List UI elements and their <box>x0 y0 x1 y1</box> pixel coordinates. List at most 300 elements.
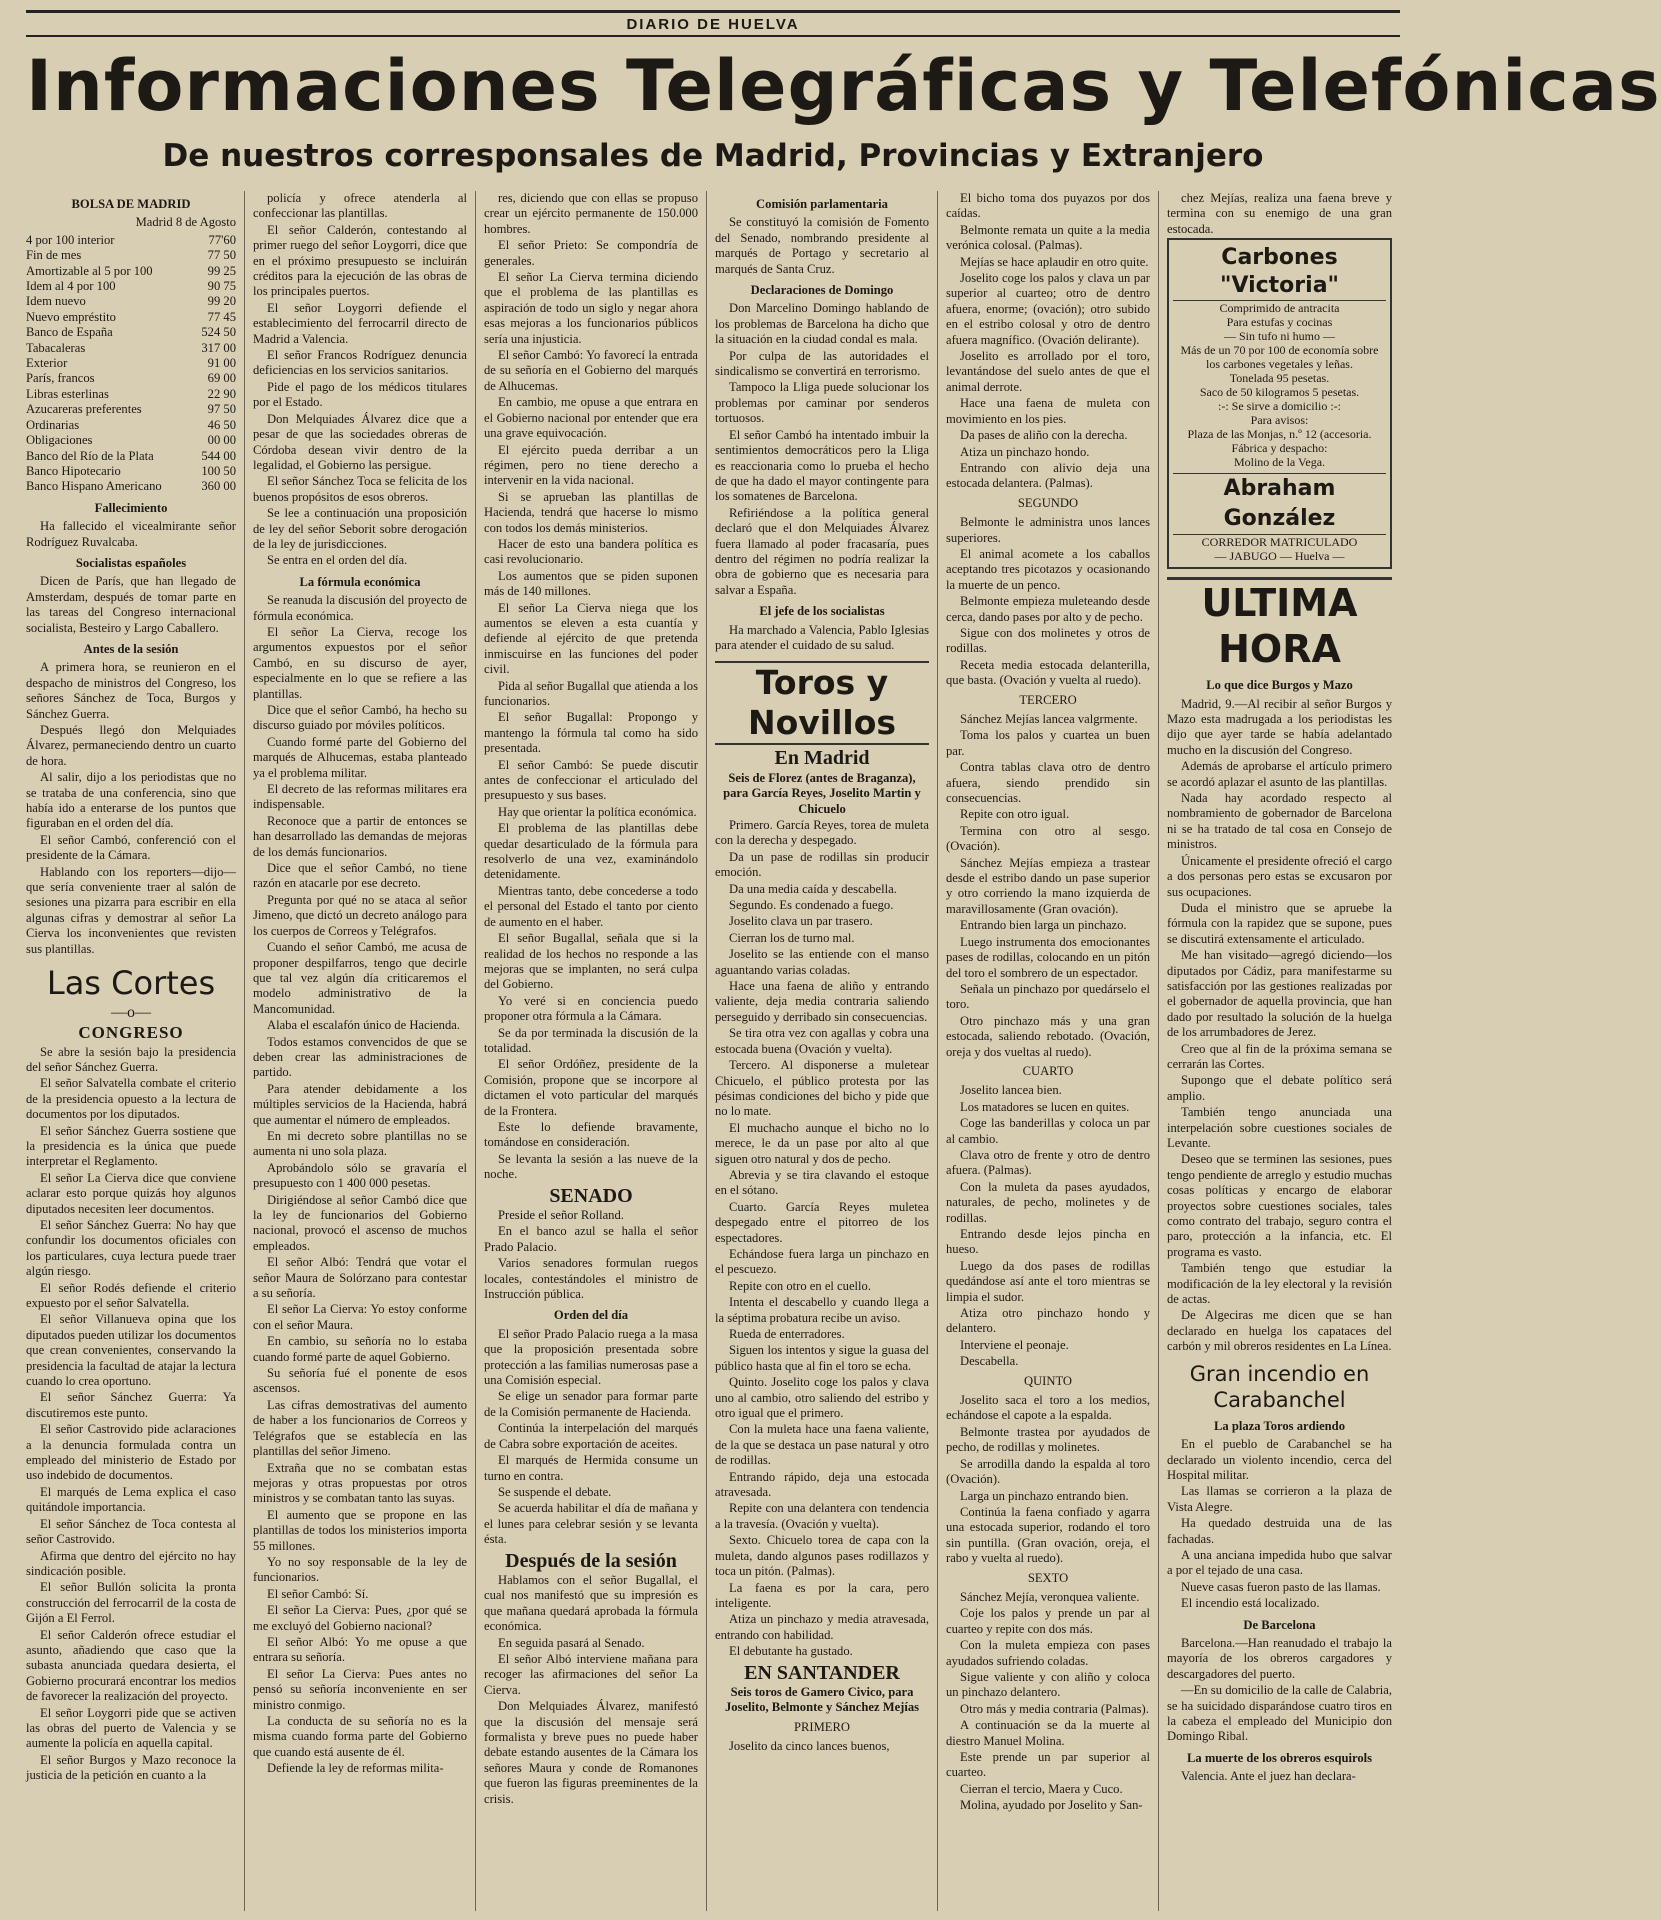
paragraph: El animal acomete a los caballos aceptando tres picotazos y ocasionando la muerte de un penco. <box>946 546 1150 592</box>
paragraph: Da pases de aliño con la derecha. <box>960 428 1128 443</box>
paragraph: Me han visitado—agregó diciendo—los diputados por Cádiz, para manifestarme su satisfacción por las gestiones realizadas por el gobernador de aquella provincia, que han dado por resultado la solución de la huelga de los arrumbadores de Jerez. <box>1167 948 1392 1040</box>
paragraph: A una anciana impedida hubo que salvar a por el tejado de una casa. <box>1167 1547 1392 1578</box>
paragraph: El señor Sánchez Guerra: No hay que confundir los documentos oficiales con los particulares, cuya lectura puede traer algún riesgo. <box>26 1217 236 1279</box>
quote-name: 4 por 100 interior <box>26 232 115 247</box>
paragraph: Pregunta por qué no se ataca al señor Jimeno, que dictó un decreto análogo para los cuerpos de Correos y Telégrafos. <box>253 892 467 938</box>
paragraph: Aprobándolo sólo se gravaría el presupuesto con 1 400 000 pesetas. <box>253 1160 467 1191</box>
fallecimiento-head: Fallecimiento <box>94 500 168 515</box>
paragraph: Cuarto. García Reyes muletea despegado entre el pitorreo de los espectadores. <box>715 1199 929 1245</box>
paragraph: Después llegó don Melquiades Álvarez, permaneciendo dentro un cuarto de hora. <box>26 723 236 768</box>
paragraph: Contra tablas clava otro de dentro afuera, siendo prendido sin consecuencias. <box>946 760 1150 806</box>
plaza-head: La plaza Toros ardiendo <box>1214 1418 1345 1433</box>
paragraph: El señor Calderón, contestando al primer ruego del señor Loygorri, dice que en el próximo presupuesto se incluirán créditos para la ejecución de las obras de los principales puertos. <box>253 222 467 299</box>
paragraph: Afirma que dentro del ejército no hay sindicación posible. <box>26 1548 236 1578</box>
ad-role: CORREDOR MATRICULADO <box>1201 535 1358 550</box>
paragraph: Joselito coge los palos y clava un par superior al cuarteo; otro de dentro afuera, enorme; (ovación); otro subido en el estribo colosal y otro de dentro afuera magnífico. (Ovación delirante). <box>946 271 1150 347</box>
paragraph: El señor Loygorri defiende el establecimiento del ferrocarril directo de Madrid a Valencia. <box>253 300 467 346</box>
col2-paragraphs-1 <box>253 191 467 569</box>
fallecimiento-text: Ha fallecido el vicealmirante señor Rodríguez Ruvalcaba. <box>26 519 236 549</box>
paragraph: El señor Sánchez Guerra sostiene que la presidencia es la única que puede interpretar el Reglamento. <box>26 1123 236 1169</box>
ad-place: — JABUGO — Huelva — <box>1214 549 1345 564</box>
madrid-paragraphs <box>715 818 929 1660</box>
paragraph: Entrando bien larga un pinchazo. <box>960 918 1127 933</box>
ad-line: :-: Se sirve a domicilio :-: <box>1218 399 1341 414</box>
paragraph: Larga un pinchazo entrando bien. <box>960 1488 1129 1503</box>
paragraph: Al salir, dijo a los periodistas que no se trataba de una conferencia, sino que había ido a enterarse de los puntos que figuraban en el orden del día. <box>26 770 236 831</box>
paragraph: Yo no soy responsable de la ley de funcionarios. <box>253 1554 467 1585</box>
paragraph: Sigue con dos molinetes y otros de rodillas. <box>946 625 1150 656</box>
socialistas-text: Dicen de París, que han llegado de Amsterdam, después de tomar parte en las tareas del Congreso internacional socialista, Besteiro y Largo Caballero. <box>26 574 236 635</box>
subheadline: De nuestros corresponsales de Madrid, Provincias y Extranjero <box>162 138 1264 174</box>
ultima-hora-head: ULTIMA HORA <box>1167 577 1392 672</box>
paragraph: Sigue valiente y con aliño y coloca un pinchazo delantero. <box>946 1669 1150 1700</box>
quote-row <box>26 248 236 263</box>
paragraph: Mejías se hace aplaudir en otro quite. <box>960 254 1149 269</box>
quote-row <box>26 341 236 356</box>
paragraph: Atiza un pinchazo y media atravesada, entrando con habilidad. <box>715 1612 929 1642</box>
paragraph: Las cifras demostrativas del aumento de haber a los funcionarios de Correos y Telégrafos que se establecía en las plantillas del señor Jimeno. <box>253 1397 467 1459</box>
paragraph: Atiza otro pinchazo hondo y delantero. <box>946 1306 1150 1336</box>
paragraph: El señor Cambó: Sí. <box>267 1586 369 1601</box>
quote-row <box>26 371 236 386</box>
paragraph: Pida al señor Bugallal que atienda a los funcionarios. <box>484 678 698 708</box>
paragraph: Atiza un pinchazo hondo. <box>960 444 1090 459</box>
jefe-head: El jefe de los socialistas <box>759 604 885 619</box>
paragraph: Su señoría fué el ponente de esos ascensos. <box>253 1366 467 1396</box>
paragraph: Varios senadores formulan ruegos locales, contestándoles el ministro de Instrucción pública. <box>484 1256 698 1302</box>
paragraph: Se abre la sesión bajo la presidencia del señor Sánchez Guerra. <box>26 1044 236 1074</box>
quote-row <box>26 464 236 479</box>
paragraph: Si se aprueban las plantillas de Hacienda, tendrá que hacerse lo mismo con todos los demás ministerios. <box>484 489 698 535</box>
column-5 <box>937 191 1158 1911</box>
paragraph: Barcelona.—Han reanudado el trabajo la mayoría de los obreros cargadores y descargadores del puerto. <box>1167 1635 1392 1681</box>
paragraph: Quinto. Joselito coge los palos y clava uno al cambio, otro saliendo del estribo y otro igual que el primero. <box>715 1375 929 1421</box>
paragraph: Belmonte le administra unos lances superiores. <box>946 515 1150 545</box>
paragraph: El señor Sánchez de Toca contesta al señor Castrovido. <box>26 1516 236 1547</box>
burgos-head: Lo que dice Burgos y Mazo <box>1206 678 1353 693</box>
paragraph: Entrando rápido, deja una estocada atravesada. <box>715 1469 929 1500</box>
paragraph: A primera hora, se reunieron en el despacho de ministros del Congreso, los señores Sánchez de Toca, Burgos y Sánchez Guerra. <box>26 660 236 721</box>
toros-head: Toros y Novillos <box>715 661 929 745</box>
paragraph: Además de aprobarse el artículo primero se acordó aplazar el asunto de las plantillas. <box>1167 759 1392 789</box>
paragraph: Continúa la faena confiado y agarra una estocada superior, rodando el toro sin puntilla. (Gran ovación, oreja, el rabo y vuelta al ruedo). <box>946 1504 1150 1566</box>
paragraph: Tercero. Al disponerse a muletear Chicuelo, el público protesta por las pésimas condiciones del bicho y pide que no lo mate. <box>715 1058 929 1119</box>
paragraph: En seguida pasará al Senado. <box>498 1635 645 1650</box>
paragraph: Se acuerda habilitar el día de mañana y el lunes para celebrar sesión y se levanta ésta. <box>484 1501 698 1547</box>
quote-value: 544 00 <box>201 448 236 463</box>
ad-line: — Sin tufo ni humo — <box>1223 329 1335 344</box>
paragraph: Joselito lancea bien. <box>960 1083 1062 1098</box>
paragraph: El señor Cambó: Se puede discutir antes de confeccionar el articulado del presupuesto y sus bases. <box>484 757 698 803</box>
paragraph: En cambio, me opuse a que entrara en el Gobierno nacional por entender que era una grave equivocación. <box>484 395 698 441</box>
ad-lines <box>1173 301 1386 469</box>
paragraph: Extraña que no se combatan estas mejoras y otras propuestas por otros ministros y se combatan tanto las suyas. <box>253 1460 467 1506</box>
quote-row <box>26 433 236 448</box>
masthead-rule <box>26 35 1400 37</box>
ad-title: Carbones "Victoria" <box>1173 244 1386 301</box>
paragraph: Mientras tanto, debe concederse a todo el personal del Estado el tanto por ciento de aumento en el haber. <box>484 883 698 929</box>
paragraph: Joselito es arrollado por el toro, levantándose del suelo antes de que el animal derrote. <box>946 349 1150 394</box>
paragraph: Cuando formé parte del Gobierno del marqués de Alhucemas, estaba planteado ya el problema militar. <box>253 734 467 780</box>
quote-name: Azucareras preferentes <box>26 402 142 417</box>
ad-line: Comprimido de antracita <box>1219 301 1340 316</box>
paragraph: El marqués de Lema explica el caso quitándole importancia. <box>26 1484 236 1515</box>
segundo-paragraphs <box>946 515 1150 688</box>
paragraph: Hablando con los reporters—dijo—que sería conveniente traer al salón de sesiones una pizarra para escribir en ella algunas cifras y demostrar al señor La Cierva los inconvenientes que revisten sus plantillas. <box>26 864 236 956</box>
paragraph: También tengo anunciada una interpelación sobre cuestiones sociales de Levante. <box>1167 1105 1392 1150</box>
ad-line: Para estufas y cocinas <box>1226 315 1333 330</box>
column-3 <box>475 191 706 1911</box>
quote-value: 77'60 <box>208 232 236 247</box>
paragraph: Únicamente el presidente ofreció el cargo a dos personas pero estas se excusaron por sus ocupaciones. <box>1167 853 1392 899</box>
paragraph: Segundo. Es condenado a fuego. <box>729 898 894 913</box>
paragraph: Ha quedado destruida una de las fachadas. <box>1167 1516 1392 1546</box>
paragraph: El señor Prado Palacio ruega a la masa que la proposición presentada sobre protección a las familias numerosas pase a una Comisión especial. <box>484 1326 699 1388</box>
paragraph: Joselito clava un par trasero. <box>729 914 873 929</box>
quote-name: Nuevo empréstito <box>26 309 116 324</box>
quote-value: 100 50 <box>201 463 236 478</box>
paragraph: El señor Prieto: Se compondría de generales. <box>484 238 698 268</box>
paragraph: Por culpa de las autoridades el sindicalismo se convertirá en terrorismo. <box>715 348 929 379</box>
madrid-head: En Madrid <box>774 747 870 770</box>
paragraph: Se lee a continuación una proposición de ley del señor Seborit sobre derogación de la ley de jurisdicciones. <box>253 506 467 551</box>
paragraph: Se reanuda la discusión del proyecto de fórmula económica. <box>253 593 467 623</box>
paragraph: El decreto de las reformas militares era indispensable. <box>253 782 467 812</box>
congreso-paragraphs <box>26 1045 236 1784</box>
paragraph: Receta media estocada delanterilla, que basta. (Ovación y vuelta al ruedo). <box>946 657 1150 688</box>
paragraph: Madrid, 9.—Al recibir al señor Burgos y Mazo esta madrugada a los periodistas les dijo que ayer tarde se había adelantado mucho en la discusión del Congreso. <box>1167 696 1392 757</box>
paragraph: Con la muleta empieza con pases ayudados sufriendo coladas. <box>946 1638 1150 1668</box>
ornament: —o— <box>111 1004 151 1022</box>
santander-head: EN SANTANDER <box>744 1661 900 1684</box>
jefe-text: Ha marchado a Valencia, Pablo Iglesias para atender el cuidado de su salud. <box>715 622 929 652</box>
paragraph: Nueve casas fueron pasto de las llamas. <box>1181 1579 1381 1594</box>
formula-head: La fórmula económica <box>299 574 421 589</box>
paragraph: Otro pinchazo más y una gran estocada, saliendo rebotado. (Ovación, oreja y dos vueltas al ruedo). <box>946 1013 1150 1059</box>
paragraph: Todos estamos convencidos de que se deben crear las administraciones de partido. <box>253 1034 467 1080</box>
paragraph: Termina con otro al sesgo. (Ovación). <box>946 823 1150 854</box>
ad-name: Abraham González <box>1173 473 1386 535</box>
column-6 <box>1158 191 1400 1911</box>
cortes-head: Las Cortes <box>46 964 216 1003</box>
quote-name: Banco del Río de la Plata <box>26 448 154 463</box>
paragraph: Don Melquiades Álvarez dice que a pesar de que las sociedades obreras de Córdoba desean vivir dentro de la legalidad, el Gobierno las persigue. <box>253 411 467 472</box>
quote-name: Amortizable al 5 por 100 <box>26 263 153 278</box>
cuarto-head: CUARTO <box>1022 1063 1074 1078</box>
paragraph: Coje los palos y prende un par al cuarteo y repite con dos más. <box>946 1606 1150 1636</box>
paragraph: En mi decreto sobre plantillas no se aumenta ni uno sola plaza. <box>253 1128 467 1159</box>
paragraph: Cuando el señor Cambó, me acusa de proponer despilfarros, tengo que decirle que tal vez algún día criticaremos el modelo administrativo de la Mancomunidad. <box>253 940 467 1016</box>
quote-name: Banco Hispano Americano <box>26 479 162 494</box>
column-1 <box>26 191 244 1911</box>
quote-value: 90 75 <box>207 279 236 294</box>
quote-value: 77 45 <box>207 309 236 324</box>
paragraph: El señor La Cierva: Pues antes no pensó su señoría inconveniente en ser ministro conmigo. <box>253 1666 467 1712</box>
paragraph: Sánchez Mejía, veronquea valiente. <box>960 1589 1140 1604</box>
quote-value: 97 50 <box>207 402 236 417</box>
paragraph: Sánchez Mejías lancea valgrmente. <box>960 712 1138 726</box>
paragraph: Para atender debidamente a los múltiples servicios de la Hacienda, habrá que aumentar el número de empleados. <box>253 1081 467 1127</box>
paragraph: Intenta el descabello y cuando llega a la séptima probatura recibe un aviso. <box>715 1295 929 1325</box>
paragraph: Coge las banderillas y coloca un par al cambio. <box>946 1116 1150 1146</box>
paragraph: El señor Villanueva opina que los diputados pueden utilizar los documentos que crean convenientes, conservando la presidencia la facultad de atajar la lectura cuando lo crea oportuno. <box>26 1312 236 1389</box>
paragraph: El señor Sánchez Guerra: Ya discutiremos este punto. <box>26 1390 236 1420</box>
paragraph: Cierran los de turno mal. <box>729 930 855 945</box>
paragraph: El señor Bugallal: Propongo y mantengo la fórmula tal como ha sido presentada. <box>484 710 698 756</box>
quote-value: 69 00 <box>207 371 236 386</box>
paragraph: Las llamas se corrieron a la plaza de Vista Alegre. <box>1167 1484 1392 1514</box>
paragraph: El señor Rodés defiende el criterio expuesto por el señor Salvatella. <box>26 1280 236 1310</box>
paragraph: Repite con otro igual. <box>960 807 1070 822</box>
quote-name: Tabacaleras <box>26 340 86 355</box>
quote-row <box>26 233 236 248</box>
paragraph: Entrando desde lejos pincha en hueso. <box>946 1227 1150 1257</box>
paragraph: Luego da dos pases de rodillas quedándose así ante el toro mientras se limpia el sudor. <box>946 1258 1150 1304</box>
paragraph: Preside el señor Rolland. <box>498 1208 624 1222</box>
paragraph: El señor Albó interviene mañana para recoger las afirmaciones del señor La Cierva. <box>484 1651 698 1697</box>
paragraph: Repite con una delantera con tendencia a la travesía. (Ovación y vuelta). <box>715 1501 929 1531</box>
paragraph: El señor La Cierva, recoge los argumentos expuestos por el señor Cambó, en su discurso de ayer, especialmente en lo que se refiere a las plantillas. <box>253 624 467 701</box>
paragraph: Rueda de enterradores. <box>729 1327 845 1341</box>
quinto-head: QUINTO <box>1023 1373 1073 1388</box>
quote-row <box>26 418 236 433</box>
paragraph: Otro más y media contraria (Palmas). <box>960 1701 1149 1716</box>
paragraph: Señala un pinchazo por quedárselo el toro. <box>946 981 1150 1012</box>
ad-line: Molino de la Vega. <box>1233 455 1326 470</box>
quote-name: París, francos <box>26 371 95 386</box>
paragraph: policía y ofrece atenderla al confeccionar las plantillas. <box>253 191 467 221</box>
paragraph: Reconoce que a partir de entonces se han desarrollado las demandas de mejoras de los demás funcionarios. <box>253 813 467 859</box>
quote-row <box>26 387 236 402</box>
declaraciones-paragraphs <box>715 301 929 598</box>
paragraph: El señor La Cierva dice que conviene aclarar esto porque quizás hoy algunos diputados necesiten leer documentos. <box>26 1170 236 1216</box>
paragraph: Este lo defiende bravamente, tomándose en consideración. <box>484 1119 698 1150</box>
paragraph: El señor Bugallal, señala que si la realidad de los hechos no responde a las mejoras que se implanten, no será culpa del Gobierno. <box>484 931 698 992</box>
muerte-text: Valencia. Ante el juez han declara- <box>1181 1769 1356 1784</box>
quote-row <box>26 264 236 279</box>
col2-paragraphs-2 <box>253 593 467 1776</box>
paragraph: El señor Albó: Tendrá que votar el señor Maura de Solórzano para contestar a su señoría. <box>253 1255 467 1301</box>
paragraph: De Algeciras me dicen que se han declarado en huelga los capataces del carbón y mil obreros residentes en La Línea. <box>1167 1308 1392 1354</box>
paragraph: Clava otro de frente y otro de dentro afuera. (Palmas). <box>946 1147 1150 1178</box>
paragraph: Nada hay acordado respecto al nombramiento de gobernador de Barcelona ni se ha tratado de tal cosa en Consejo de ministros. <box>1167 791 1392 852</box>
paragraph: Sexto. Chicuelo torea de capa con la muleta, dando algunos pases rodillazos y toca un pitón. (Palmas). <box>715 1533 929 1579</box>
quote-value: 91 00 <box>207 356 236 371</box>
senado-head: SENADO <box>549 1184 633 1207</box>
paragraph: Los aumentos que se piden suponen más de 140 millones. <box>484 568 698 599</box>
col6-top-text: chez Mejías, realiza una faena breve y termina con su enemigo de una gran estocada. <box>1167 191 1392 236</box>
quote-value: 524 50 <box>201 325 236 340</box>
tercero-head: TERCERO <box>1019 692 1077 707</box>
paragraph: Da una media caída y descabella. <box>729 881 897 896</box>
columns <box>26 191 1400 1911</box>
headline: Informaciones Telegráficas y Telefónicas <box>26 45 1661 127</box>
paragraph: El señor La Cierva: Yo estoy conforme con el señor Maura. <box>253 1302 467 1332</box>
paragraph: Belmonte remata un quite a la media verónica colosal. (Palmas). <box>946 222 1150 253</box>
madrid-subhead: Seis de Florez (antes de Braganza), para García Reyes, Joselito Martin y Chicuelo <box>723 770 921 816</box>
quote-row <box>26 402 236 417</box>
incendio-head: Gran incendio en Carabanchel <box>1189 1361 1370 1412</box>
despues-head: Después de la sesión <box>505 1549 677 1572</box>
paragraph: Belmonte empieza muleteando desde cerca, dando pases por alto y de pecho. <box>946 594 1150 624</box>
paragraph: El señor La Cierva niega que los aumentos se eleven a esta cuantía y defiende al ejército de que pretenda inmiscuirse en las funciones del poder civil. <box>484 600 698 677</box>
paragraph: El señor Francos Rodríguez denuncia deficiencias en los servicios sanitarios. <box>253 348 467 378</box>
paragraph: En el banco azul se halla el señor Prado Palacio. <box>484 1224 698 1254</box>
bolsa-date: Madrid 8 de Agosto <box>135 215 236 230</box>
barcelona-head: De Barcelona <box>1243 1617 1316 1632</box>
paragraph: La conducta de su señoría no es la misma cuando forma parte del Gobierno que cuando está ausente de él. <box>253 1714 467 1759</box>
paragraph: El señor Castrovido pide aclaraciones a la denuncia formulada contra un empleado del ministerio de Estado por uso indebido de documentos. <box>26 1422 236 1483</box>
paragraph: Deseo que se terminen las sesiones, pues tengo pendiente de arreglo y estudio muchas cosas políticas y encargo de elaborar proyectos sobre cuestiones sociales, tales como contrato del trabajo, seguro contra el paro, protección a la infancia, etc. El programa es vasto. <box>1167 1152 1392 1259</box>
quote-name: Fin de mes <box>26 248 82 263</box>
quote-name: Ordinarias <box>26 417 80 432</box>
paragraph: Belmonte trastea por ayudados de pecho, de rodillas y molinetes. <box>946 1424 1150 1455</box>
paragraph: El debutante ha gustado. <box>729 1644 853 1659</box>
paragraph: Los matadores se lucen en quites. <box>960 1099 1130 1114</box>
quote-name: Exterior <box>26 356 68 371</box>
paragraph: También tengo que estudiar la modificación de la ley electoral y la revisión de actas. <box>1167 1261 1392 1307</box>
ad-line: Plaza de las Monjas, n.º 12 (accesoria. <box>1187 427 1372 442</box>
paragraph: Continúa la interpelación del marqués de Cabra sobre exportación de aceites. <box>484 1421 698 1451</box>
paragraph: Echándose fuera larga un pinchazo en el pescuezo. <box>715 1246 929 1277</box>
paragraph: El señor Cambó ha intentado imbuir la sentimientos democráticos pero la Lliga es reaccionaria como lo prueba el hecho de que ha dado el mayor contingente para los somatenes de Barcelona. <box>715 427 929 504</box>
antes-paragraphs <box>26 660 236 957</box>
paragraph: El ejército pueda derribar a un régimen, pero no tiene derecho a intervenir en la vida nacional. <box>484 442 698 488</box>
ad-line: Tonelada 95 pesetas. <box>1229 371 1330 386</box>
paragraph: Joselito saca el toro a los medios, echándose el capote a la espalda. <box>946 1393 1150 1423</box>
cuarto-paragraphs <box>946 1083 1150 1369</box>
quote-row <box>26 310 236 325</box>
primero-head: PRIMERO <box>794 1719 850 1734</box>
quote-name: Idem al 4 por 100 <box>26 279 116 294</box>
paragraph: Joselito se las entiende con el manso aguantando varias coladas. <box>715 947 929 977</box>
primero-text: Joselito da cinco lances buenos, <box>729 1739 890 1754</box>
paragraph: El señor Sánchez Toca se felicita de los buenos propósitos de esos obreros. <box>253 474 467 504</box>
segundo-head: SEGUNDO <box>1017 495 1079 510</box>
paragraph: Dirigiéndose al señor Cambó dice que la ley de funcionarios del Gobierno nacional, provocó el ascenso de muchos empleados. <box>253 1192 467 1253</box>
socialistas-head: Socialistas españoles <box>75 555 187 570</box>
paragraph: Hace una faena de muleta con movimiento en los pies. <box>946 396 1150 426</box>
paragraph: Este prende un par superior al cuarteo. <box>946 1750 1150 1780</box>
paragraph: Sánchez Mejías empieza a trastear desde el estribo dando un pase superior y otro corriendo la mano izquierda de maravillosamente (Gran ovación). <box>946 855 1150 916</box>
paragraph: Molina, ayudado por Joselito y San- <box>960 1798 1143 1813</box>
paragraph: Don Marcelino Domingo hablando de los problemas de Barcelona ha dicho que la situación en la ciudad condal es mala. <box>715 301 929 347</box>
paragraph: El bicho toma dos puyazos por dos caídas. <box>946 191 1150 221</box>
col5-paragraphs-1 <box>946 191 1150 492</box>
col3-paragraphs-1 <box>484 191 698 1183</box>
ad-line: Para avisos: <box>1250 413 1309 428</box>
paragraph: Primero. García Reyes, torea de muleta con la derecha y despegado. <box>715 818 929 848</box>
masthead: DIARIO DE HUELVA <box>626 16 800 33</box>
comision-text: Se constituyó la comisión de Fomento del Senado, nombrando presidente al marqués de Portago y secretario al marqués de Santa Cruz. <box>715 215 929 276</box>
paragraph: Repite con otro en el cuello. <box>729 1278 871 1293</box>
paragraph: El señor Loygorri pide que se activen las obras del puerto de Valencia y se aumente la policía en aquella capital. <box>26 1705 236 1751</box>
paragraph: Descabella. <box>960 1354 1019 1369</box>
paragraph: El señor Cambó: Yo favorecí la entrada de su señoría en el Gobierno del marqués de Alhucemas. <box>484 348 698 393</box>
paragraph: Hace una faena de aliño y entrando valiente, deja media contraria saliendo perseguido y derribado sin consecuencias. <box>715 979 929 1024</box>
paragraph: El señor Calderón ofrece estudiar el asunto, añadiendo que caso que la subasta anunciada quedara desierta, el Gobierno procurará encontrar los medios de favorecer la realización del proyecto. <box>26 1627 236 1704</box>
paragraph: El señor Salvatella combate el criterio de la presidencia opuesto a la lectura de documentos por los diputados. <box>26 1076 236 1122</box>
paragraph: El marqués de Hermida consume un turno en contra. <box>484 1453 698 1483</box>
paragraph: Supongo que el debate político será amplio. <box>1167 1073 1392 1103</box>
burgos-paragraphs <box>1167 697 1392 1355</box>
paragraph: En cambio, su señoría no lo estaba cuando formé parte de aquel Gobierno. <box>253 1334 467 1364</box>
paragraph: El señor La Cierva: Pues, ¿por qué se me excluyó del Gobierno nacional? <box>253 1603 467 1633</box>
quote-value: 99 20 <box>207 294 236 309</box>
paragraph: Pide el pago de los médicos titulares por el Estado. <box>253 379 467 410</box>
santander-subhead: Seis toros de Gamero Civico, para Joselito, Belmonte y Sánchez Mejías <box>724 1684 920 1715</box>
paragraph: Tampoco la Lliga puede solucionar los problemas por caminar por senderos tortuosos. <box>715 380 929 426</box>
congreso-head: CONGRESO <box>78 1023 184 1043</box>
column-2 <box>244 191 475 1911</box>
declaraciones-head: Declaraciones de Domingo <box>750 283 894 298</box>
paragraph: Con la muleta hace una faena valiente, de la que se destaca un pase natural y otro de rodillas. <box>715 1422 929 1468</box>
paragraph: Se entra en el orden del día. <box>267 553 408 568</box>
paragraph: Hacer de esto una bandera política es casi revolucionario. <box>484 536 698 567</box>
paragraph: Toma los palos y cuartea un buen par. <box>946 728 1150 758</box>
paragraph: El incendio está localizado. <box>1181 1596 1320 1611</box>
quote-value: 22 90 <box>207 386 236 401</box>
paragraph: En el pueblo de Carabanchel se ha declarado un violento incendio, cerca del Hospital militar. <box>1167 1437 1392 1482</box>
sexto-paragraphs <box>946 1590 1150 1814</box>
paragraph: Se da por terminada la discusión de la totalidad. <box>484 1025 698 1055</box>
paragraph: Abrevia y se tira clavando el estoque en el sótano. <box>715 1167 929 1198</box>
ad-line: Saco de 50 kilogramos 5 pesetas. <box>1199 385 1360 400</box>
quote-name: Banco de España <box>26 325 113 340</box>
paragraph: Refiriéndose a la política general declaró que el don Melquiades Álvarez fuera llamado al poder fracasaría, pues dentro del régimen no podría realizar la obra de gobierno que es necesaria para salvar a España. <box>715 505 929 597</box>
paragraph: El señor Albó: Yo me opuse a que entrara su señoría. <box>253 1634 467 1665</box>
column-4 <box>706 191 937 1911</box>
paragraph: res, diciendo que con ellas se propuso crear un ejército permanente de 150.000 hombres. <box>484 191 698 236</box>
comision-head: Comisión parlamentaria <box>756 197 888 211</box>
col3-paragraphs-4 <box>484 1573 698 1807</box>
quote-value: 00 00 <box>207 433 236 448</box>
paragraph: Hay que orientar la política económica. <box>498 804 697 819</box>
quote-value: 317 00 <box>201 340 236 355</box>
paragraph: El señor Bullón solicita la pronta construcción del ferrocarril de la costa de Gijón a El Ferrol. <box>26 1580 236 1626</box>
paragraph: Don Melquiades Álvarez, manifestó que la discusión del mensaje será formalista y breve pues no puede haber debate estando ausentes de la Cámara los señores Maura y conde de Romanones que fueron las figuras preeminentes de la crisis. <box>484 1699 698 1806</box>
barcelona-paragraphs <box>1167 1636 1392 1745</box>
paragraph: Hablamos con el señor Bugallal, el cual nos manifestó que su impresión es que mañana quedará aprobada la fórmula económica. <box>484 1572 698 1634</box>
quinto-paragraphs <box>946 1393 1150 1566</box>
orden-head: Orden del día <box>553 1308 629 1323</box>
paragraph: Creo que al fin de la próxima semana se cerrarán las Cortes. <box>1167 1041 1392 1071</box>
muerte-head: La muerte de los obreros esquirols <box>1186 1750 1373 1765</box>
quote-value: 360 00 <box>201 479 236 494</box>
paragraph: Cierran el tercio, Maera y Cuco. <box>960 1781 1123 1796</box>
paragraph: Se suspende el debate. <box>498 1484 612 1499</box>
paragraph: Se tira otra vez con agallas y cobra una estocada buena (Ovación y vuelta). <box>715 1026 929 1056</box>
paragraph: Se levanta la sesión a las nueve de la noche. <box>484 1151 698 1182</box>
ad-line: Más de un 70 por 100 de economía sobre los carbones vegetales y leñas. <box>1180 343 1379 372</box>
paragraph: El señor La Cierva termina diciendo que el problema de las plantillas es aspiración de todo un siglo y negar ahora esas mejoras a los funcionarios públicos sería una injusticia. <box>484 270 698 346</box>
quote-row <box>26 294 236 309</box>
paragraph: La faena es por la cara, pero inteligente. <box>715 1580 929 1610</box>
quote-row <box>26 356 236 371</box>
paragraph: Alaba el escalafón único de Hacienda. <box>267 1018 461 1033</box>
paragraph: El muchacho aunque el bicho no lo merece, le da un pase por alto al que siguen otro natural y dos de pecho. <box>715 1120 929 1166</box>
paragraph: Luego instrumenta dos emocionantes pases de rodillas, colocando en un pitón del toro el sombrero de un espectador. <box>946 934 1150 980</box>
paragraph: Con la muleta da pases ayudados, naturales, de pecho, molinetes y de rodillas. <box>946 1179 1150 1225</box>
paragraph: —En su domicilio de la calle de Calabria, se ha suicidado disparándose cuatro tiros en la cabeza el empleado del Municipio don Domingo Ribal. <box>1167 1683 1392 1744</box>
paragraph: El señor Ordóñez, presidente de la Comisión, propone que se incorpore al dictamen el voto particular del marqués de la Frontera. <box>484 1057 698 1118</box>
quote-value: 99 25 <box>207 263 236 278</box>
quote-row <box>26 449 236 464</box>
paragraph: El aumento que se propone en las plantillas de todos los ministerios importa 55 millones. <box>253 1507 467 1553</box>
quote-row <box>26 479 236 494</box>
paragraph: Da un pase de rodillas sin producir emoción. <box>715 849 929 880</box>
sexto-head: SEXTO <box>1027 1570 1069 1585</box>
